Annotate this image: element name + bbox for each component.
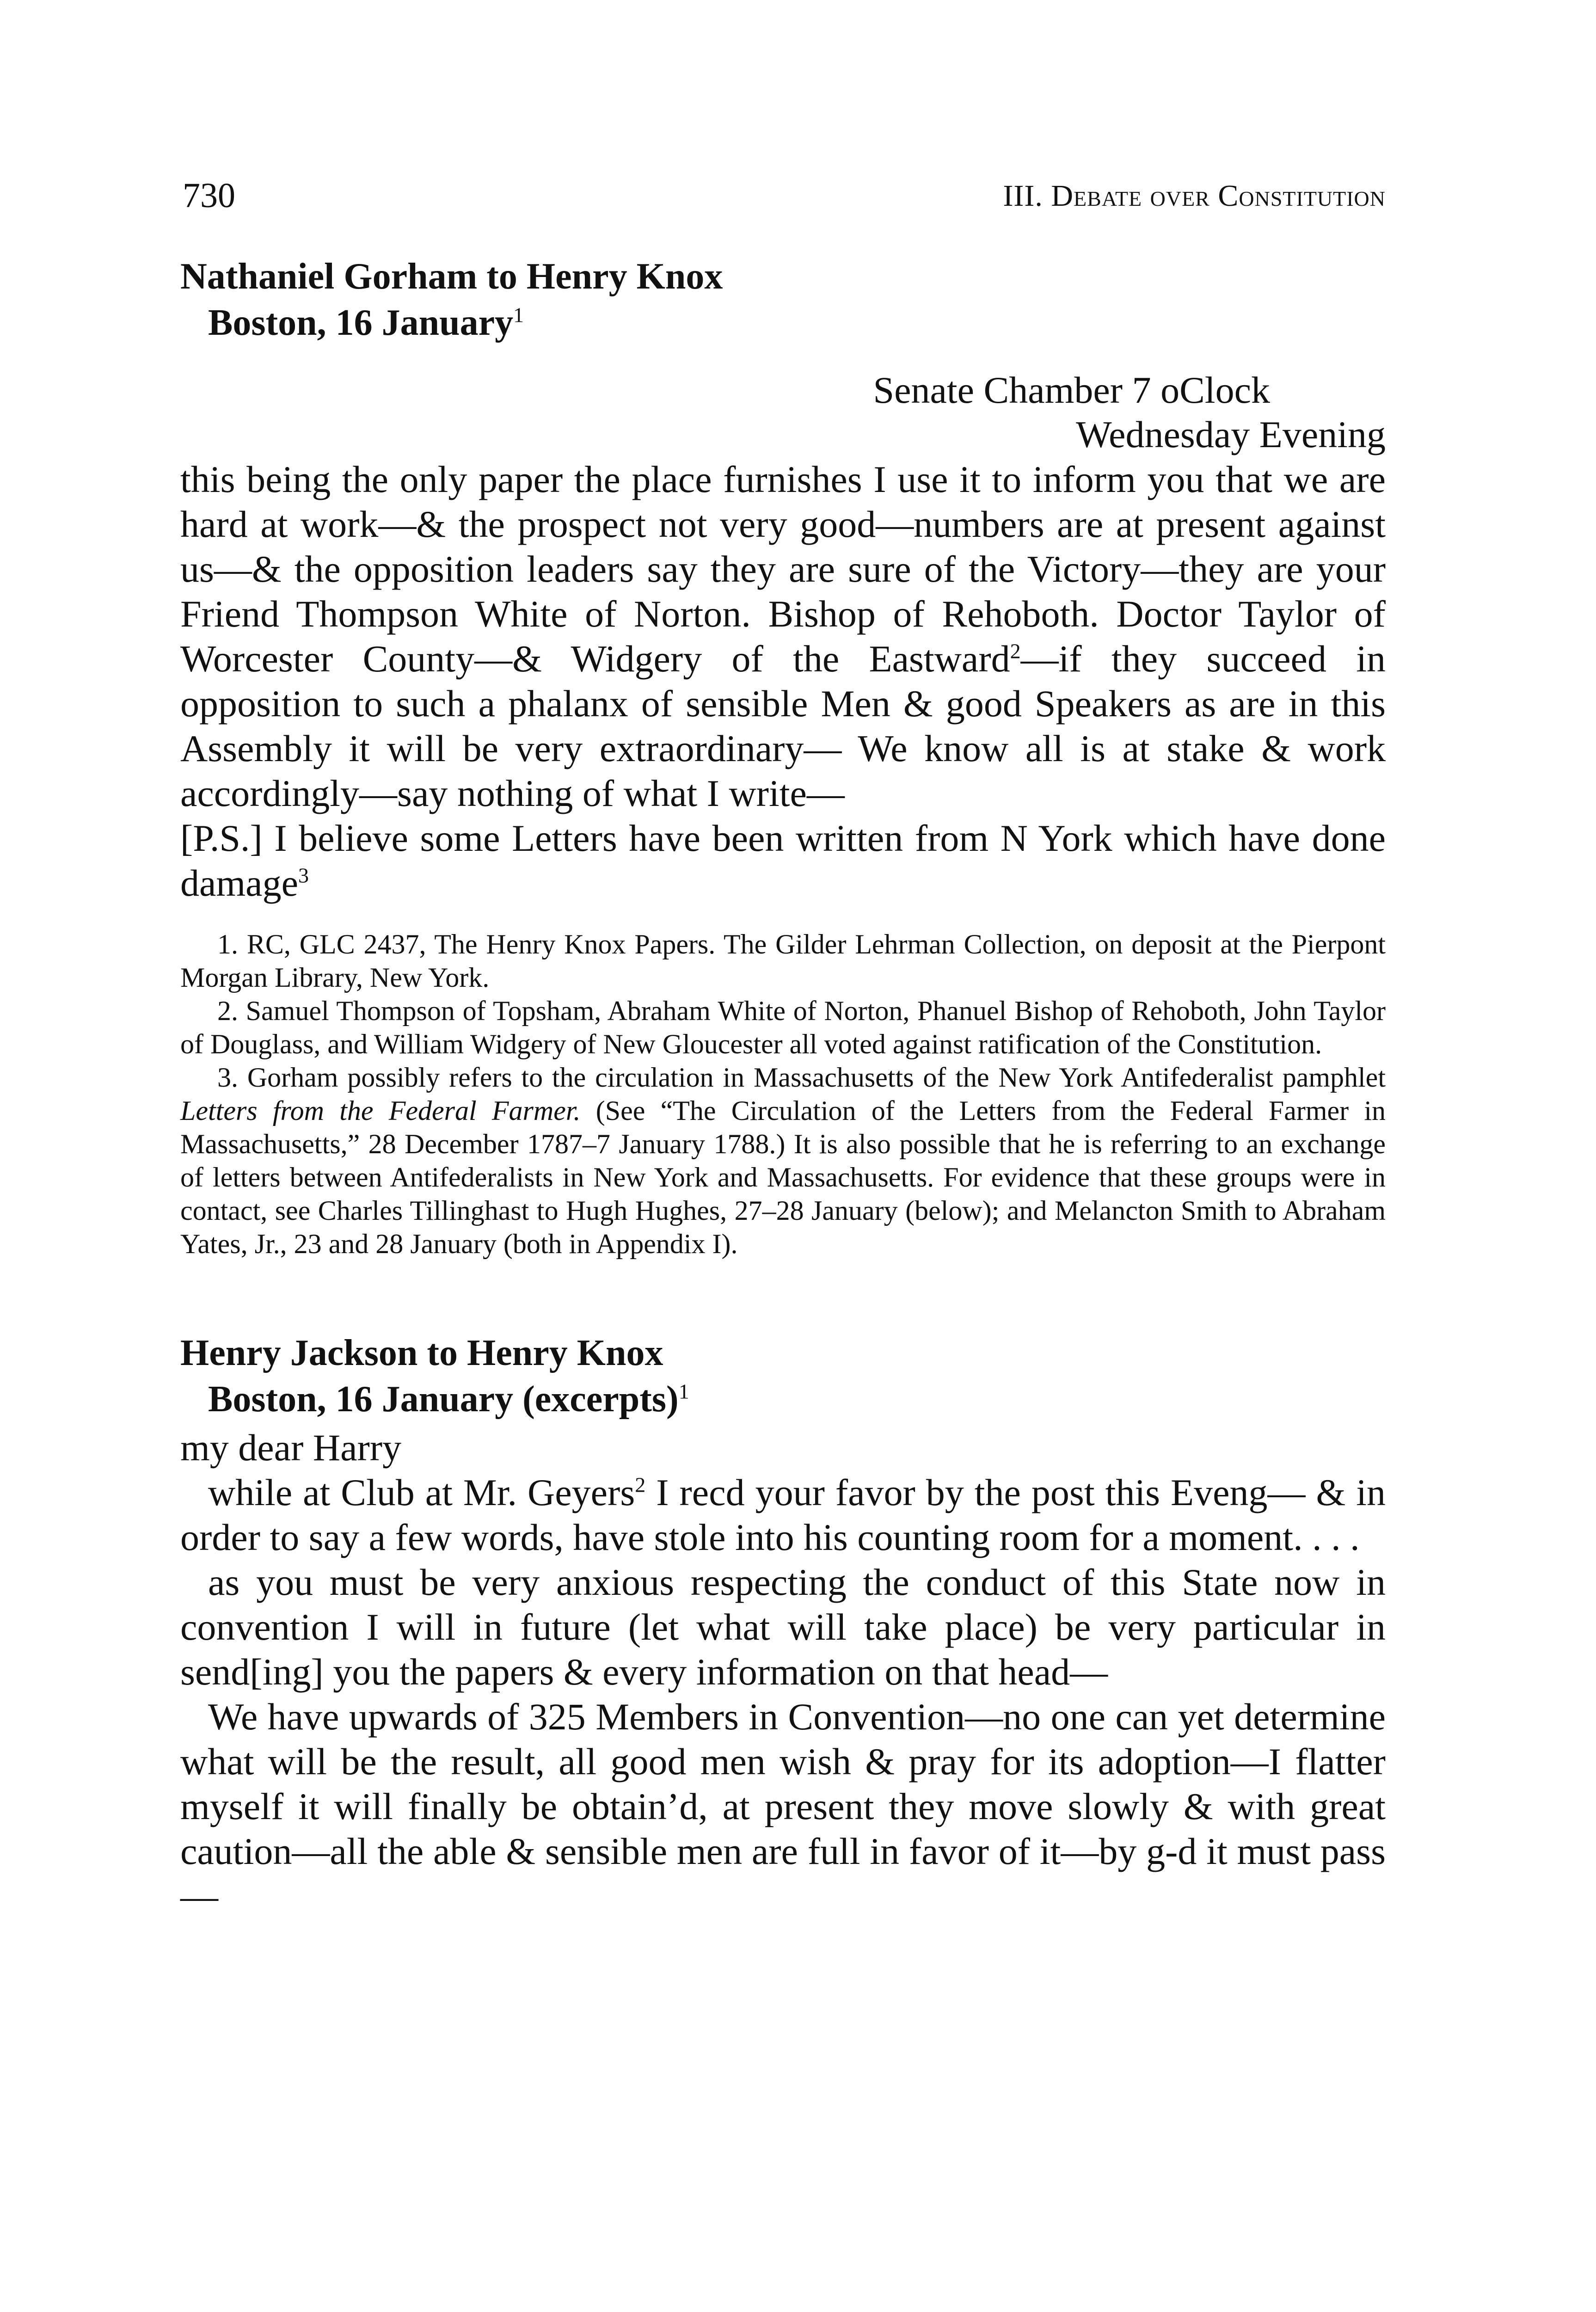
- body-text-part: —if they succeed in opposition to such a phalanx of sensible Men & good Speakers as are in this Assembly it will be very extraordinary— We know all is at stake & work accordingly—say nothing of what I write—: [180, 638, 1386, 814]
- body-text-part: while at Club at Mr. Geyers: [208, 1471, 635, 1513]
- footnote-1: 1. RC, GLC 2437, The Henry Knox Papers. The Gilder Lehrman Collection, on deposit at the Pierpont Morgan Library, New York.: [180, 929, 1386, 993]
- footnote-ref: 2: [635, 1473, 646, 1497]
- section-gap: [180, 1261, 1365, 1330]
- running-head-numeral: III.: [1003, 179, 1043, 213]
- running-head-text: Debate over Constitution: [1051, 179, 1386, 213]
- letter-title: Henry Jackson to Henry Knox: [180, 1333, 663, 1373]
- dateline-place: Senate Chamber 7 oClock: [873, 369, 1270, 411]
- letter-gorham-to-knox: [180, 253, 1386, 1261]
- body-paragraph: [180, 1470, 1386, 1560]
- letter-subtitle: [208, 300, 1365, 346]
- footnote-text: 3. Gorham possibly refers to the circulation in Massachusetts of the New York Antifederalist pamphlet: [217, 1062, 1386, 1093]
- letter-title: Nathaniel Gorham to Henry Knox: [180, 256, 723, 297]
- footnote-italic-title: Letters from the Federal Farmer.: [180, 1095, 581, 1126]
- dateline: [180, 368, 1386, 457]
- footnote-text: (See “The Circulation of the Letters from the Federal Farmer in Massachusetts,” 28 December 1787–7 January 1788.) It is also possible that he is referring to an exchange of letters between Antifederalists in New York and Massachusetts. For evidence that these groups were in contact, see Charles Tillinghast to Hugh Hughes, 27–28 January (below); and Melancton Smith to Abraham Yates, Jr., 23 and 28 January (both in Appendix I).: [180, 1095, 1386, 1259]
- page-number: 730: [183, 176, 235, 215]
- dateline-time: Wednesday Evening: [1076, 413, 1386, 455]
- running-head: [1003, 178, 1386, 214]
- footnote-ref: 3: [298, 863, 309, 887]
- footnote-3: [180, 1061, 1386, 1261]
- body-text-part: this being the only paper the place furnishes I use it to inform you that we are hard at work—& the prospect not very good—numbers are at present against us—& the opposition leaders say they are sure of the Victory—they are your Friend Thompson White of Norton. Bishop of Rehoboth. Doctor Taylor of Worcester County—& Widgery of the Eastward: [180, 458, 1386, 680]
- body-paragraph: [180, 457, 1386, 816]
- page-header: [180, 176, 1386, 222]
- footnote-2: 2. Samuel Thompson of Topsham, Abraham White of Norton, Phanuel Bishop of Rehoboth, John Taylor of Douglass, and William Widgery of New Gloucester all voted against ratification of the Constitution.: [180, 996, 1386, 1059]
- letter-body: [180, 1425, 1386, 1918]
- letter-subtitle-text: Boston, 16 January: [208, 302, 514, 343]
- body-text-part: I recd your favor by the post this Eveng— & in order to say a few words, have stole into his counting room for a moment. . . .: [180, 1471, 1386, 1558]
- footnote-ref: 2: [1010, 639, 1021, 663]
- letter-subtitle: [208, 1376, 1365, 1422]
- postscript-text: [P.S.] I believe some Letters have been written from N York which have done damage: [180, 817, 1386, 904]
- letter-jackson-to-knox: [180, 1330, 1386, 1918]
- salutation: my dear Harry: [180, 1427, 402, 1469]
- body-paragraph: We have upwards of 325 Members in Convention—no one can yet determine what will be the result, all good men wish & pray for its adoption—I flatter myself it will finally be obtain’d, at present they move slowly & with great caution—all the able & sensible men are full in favor of it—by g-d it must pass—: [180, 1696, 1386, 1917]
- footnote-ref: 1: [513, 303, 524, 327]
- footnotes: [180, 928, 1386, 1261]
- footnote-ref: 1: [678, 1379, 689, 1403]
- postscript: [180, 816, 1386, 905]
- letter-subtitle-text: Boston, 16 January (excerpts): [208, 1379, 679, 1420]
- body-paragraph: as you must be very anxious respecting the conduct of this State now in convention I will in future (let what will take place) be very particular in send[ing] you the papers & every information on that head—: [180, 1561, 1386, 1693]
- letter-body: [180, 457, 1386, 905]
